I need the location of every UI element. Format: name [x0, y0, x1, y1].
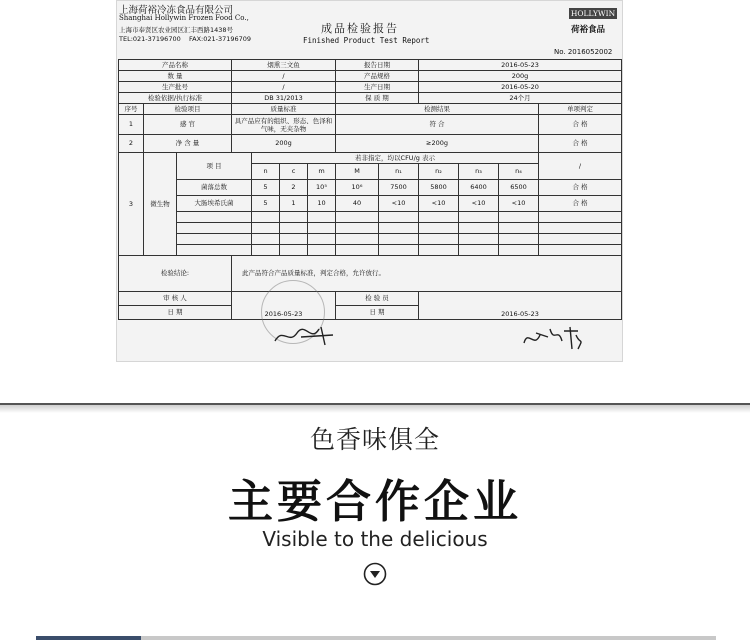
product-name: 烟熏三文鱼	[232, 60, 336, 71]
company-name-en: Shanghai Hollywin Frozen Food Co.,	[119, 14, 249, 22]
row2-standard: 200g	[232, 135, 336, 153]
row1-standard: 具产品应有的组织、形态、色泽和气味，无夹杂物	[232, 115, 336, 135]
divider-shadow	[0, 405, 750, 413]
info-row-2	[119, 71, 622, 82]
inspect-date: 2016-05-23	[419, 292, 622, 320]
micro-val: 10⁵	[308, 180, 336, 196]
col-seq: 序号	[119, 104, 144, 115]
company-fax: FAX:021-37196709	[189, 35, 252, 43]
section-title: 主要合作企业	[227, 475, 522, 528]
row3-group: 微生物	[144, 153, 177, 256]
conclusion-label: 检验结论:	[119, 256, 232, 292]
param-n3: n₃	[459, 164, 499, 180]
micro-note: 若非指定，均以CFU/g 表示	[252, 153, 539, 164]
row1-result: 符 合	[336, 115, 539, 135]
micro-empty-row	[119, 245, 622, 256]
micro-name: 菌落总数	[177, 180, 252, 196]
row1-item: 感 官	[144, 115, 232, 135]
micro-val: 2	[280, 180, 308, 196]
label-shelf-life: 保 质 期	[336, 93, 419, 104]
row2-seq: 2	[119, 135, 144, 153]
row2-verdict: 合 格	[539, 135, 622, 153]
review-date: 2016-05-23	[232, 292, 336, 320]
col-item: 检验项目	[144, 104, 232, 115]
micro-val: 5	[252, 180, 280, 196]
info-row-3	[119, 82, 622, 93]
row1-seq: 1	[119, 115, 144, 135]
micro-item-label: 项 目	[177, 153, 252, 180]
report-table	[118, 59, 622, 320]
inspector-signature	[518, 323, 588, 353]
row-sensory	[119, 115, 622, 135]
inspector-label: 检 验 员	[336, 292, 419, 306]
section-tagline: 色香味俱全	[309, 425, 440, 454]
micro-verdict: 合 格	[539, 196, 622, 212]
col-result: 检测结果	[336, 104, 539, 115]
company-name-cn: 上海荷裕冷冻食品有限公司	[119, 5, 234, 16]
row2-item: 净 含 量	[144, 135, 232, 153]
param-n1: n₁	[379, 164, 419, 180]
micro-verdict-head: /	[539, 153, 622, 180]
test-report-image	[116, 0, 623, 362]
micro-val: <10	[459, 196, 499, 212]
brand-logo: HOLLYWIN	[570, 9, 616, 18]
conclusion-row	[119, 256, 622, 292]
micro-val: 40	[336, 196, 379, 212]
label-report-date: 报告日期	[336, 60, 419, 71]
micro-val: 6500	[499, 180, 539, 196]
reviewer-signature	[271, 323, 341, 349]
label-product-name: 产品名称	[119, 60, 232, 71]
prod-date: 2016-05-20	[419, 82, 622, 93]
label-batch: 生产批号	[119, 82, 232, 93]
micro-row-coli	[119, 196, 622, 212]
row-net-content	[119, 135, 622, 153]
brand-name-cn: 荷裕食品	[571, 25, 606, 35]
reviewer-label: 审 核 人	[119, 292, 232, 306]
micro-val: 5	[252, 196, 280, 212]
micro-empty-row	[119, 212, 622, 223]
micro-val: 5800	[419, 180, 459, 196]
label-standard: 检验依据/执行标准	[119, 93, 232, 104]
progress-bar-active	[36, 636, 141, 640]
micro-verdict: 合 格	[539, 180, 622, 196]
row2-result: ≥200g	[336, 135, 539, 153]
micro-name: 大肠埃希氏菌	[177, 196, 252, 212]
spec: 200g	[419, 71, 622, 82]
label-quantity: 数 量	[119, 71, 232, 82]
company-address: 上海市奉贤区农业园区汇丰西路1438号	[119, 26, 234, 34]
company-tel: TEL:021-37196700	[119, 35, 181, 43]
param-M: M	[336, 164, 379, 180]
micro-empty-row	[119, 223, 622, 234]
param-n4: n₄	[499, 164, 539, 180]
reviewer-row	[119, 292, 622, 306]
report-date: 2016-05-23	[419, 60, 622, 71]
micro-val: 10⁶	[336, 180, 379, 196]
micro-note-row	[119, 153, 622, 164]
date-label-review: 日 期	[119, 306, 232, 320]
micro-val: 6400	[459, 180, 499, 196]
report-title-en: Finished Product Test Report	[303, 36, 430, 45]
row3-seq: 3	[119, 153, 144, 256]
progress-bar-track	[141, 636, 716, 640]
col-quality: 质量标准	[232, 104, 336, 115]
micro-row-colonies	[119, 180, 622, 196]
report-header	[116, 0, 623, 60]
label-spec: 产品规格	[336, 71, 419, 82]
param-m: m	[308, 164, 336, 180]
company-contact	[119, 35, 251, 43]
param-n2: n₂	[419, 164, 459, 180]
report-title-cn: 成品检验报告	[321, 22, 399, 35]
section-subtitle: Visible to the delicious	[262, 527, 488, 551]
micro-val: 7500	[379, 180, 419, 196]
shelf-life: 24个月	[419, 93, 622, 104]
micro-val: 10	[308, 196, 336, 212]
info-row-4	[119, 93, 622, 104]
param-c: c	[280, 164, 308, 180]
column-headers	[119, 104, 622, 115]
info-row-1	[119, 60, 622, 71]
conclusion-text: 此产品符合产品质量标准，判定合格，允许放行。	[232, 256, 622, 292]
micro-val: <10	[499, 196, 539, 212]
param-n: n	[252, 164, 280, 180]
chevron-down-circle-icon[interactable]	[363, 562, 387, 586]
micro-empty-row	[119, 234, 622, 245]
row1-verdict: 合 格	[539, 115, 622, 135]
standard: DB 31/2013	[232, 93, 336, 104]
batch: /	[232, 82, 336, 93]
report-number: No. 2016052002	[554, 48, 613, 56]
date-label-inspect: 日 期	[336, 306, 419, 320]
quantity: /	[232, 71, 336, 82]
label-prod-date: 生产日期	[336, 82, 419, 93]
col-verdict: 单项判定	[539, 104, 622, 115]
micro-val: <10	[379, 196, 419, 212]
micro-val: <10	[419, 196, 459, 212]
micro-val: 1	[280, 196, 308, 212]
